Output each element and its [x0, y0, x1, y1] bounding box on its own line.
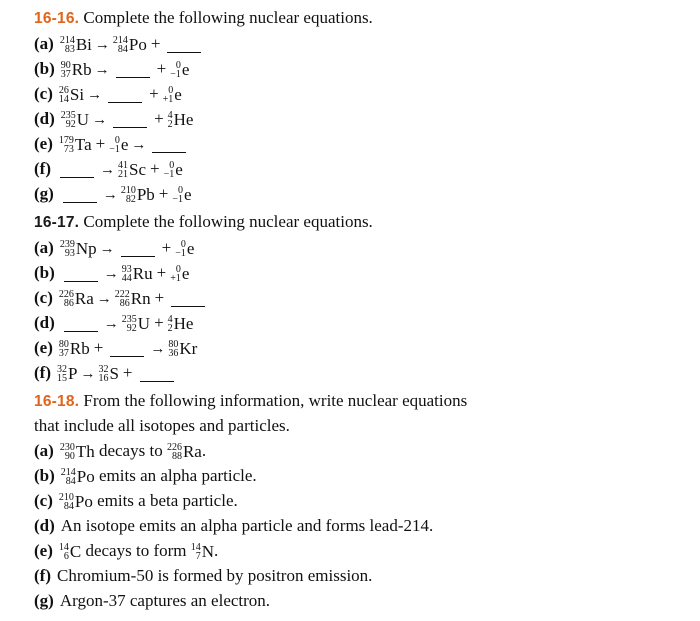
reaction-arrow-icon: → [103, 266, 119, 282]
nuclide-indices [191, 543, 201, 561]
plus-operator: + [93, 338, 104, 357]
answer-blank [152, 138, 186, 153]
equation-line [34, 335, 674, 360]
statement-text: Chromium-50 is formed by positron emission. [56, 566, 373, 585]
mass-number: 4 [167, 314, 173, 326]
item-label: (d) [34, 109, 55, 128]
atomic-number: 37 [58, 348, 69, 360]
element-symbol: e [120, 135, 129, 155]
atomic-number: 73 [63, 144, 74, 156]
atomic-number: 88 [171, 451, 182, 463]
nuclide-indices [121, 186, 136, 204]
plus-operator: + [122, 363, 133, 382]
nuclide-symbol [59, 542, 81, 562]
atomic-number: 83 [64, 44, 75, 56]
reaction-arrow-icon: → [99, 162, 115, 178]
mass-number: 80 [58, 339, 69, 351]
answer-blank [64, 267, 98, 282]
statement-text: . [214, 541, 219, 560]
problem-heading [34, 389, 474, 438]
item-label: (g) [34, 184, 54, 203]
mass-number: 0 [180, 239, 186, 251]
nuclide-indices [59, 340, 69, 358]
plus-operator: + [149, 159, 160, 178]
nuclide-indices [118, 161, 128, 179]
nuclide-symbol [59, 289, 94, 309]
atomic-number: 84 [63, 501, 74, 513]
nuclide-indices [60, 240, 75, 258]
item-label: (c) [34, 84, 53, 103]
plus-operator: + [154, 313, 164, 332]
mass-number: 235 [121, 314, 137, 326]
reaction-arrow-icon: → [99, 241, 115, 257]
atomic-number: 14 [58, 94, 69, 106]
statement-text: emits a beta particle. [92, 491, 238, 510]
atomic-number: 16 [98, 373, 109, 385]
element-symbol: e [184, 185, 192, 205]
element-symbol: C [69, 542, 82, 562]
element-symbol: Ra [182, 442, 202, 462]
element-symbol: Po [76, 467, 95, 487]
mass-number: 93 [121, 264, 132, 276]
answer-blank [167, 38, 201, 53]
element-symbol: He [173, 314, 194, 334]
mass-number: 0 [168, 85, 174, 97]
element-symbol: e [181, 60, 190, 80]
element-symbol: U [137, 314, 151, 334]
mass-number: 235 [60, 110, 76, 122]
nuclide-symbol [60, 239, 97, 259]
atomic-number: +1 [170, 273, 181, 285]
nuclide-indices [61, 111, 76, 129]
equation-line [34, 438, 674, 463]
mass-number: 26 [58, 85, 69, 97]
item-label: (d) [34, 516, 55, 535]
element-symbol: S [109, 364, 119, 384]
statement-text: decays to [94, 441, 167, 460]
equation-line [34, 156, 674, 181]
nuclide-indices [170, 265, 181, 283]
problem-heading [34, 6, 674, 31]
equation-line [34, 463, 674, 488]
item-label: (a) [34, 238, 54, 257]
atomic-number: −1 [109, 144, 120, 156]
equation-line [34, 488, 674, 513]
nuclide-indices [168, 340, 178, 358]
reaction-arrow-icon: → [96, 291, 112, 307]
atomic-number: −1 [172, 194, 184, 206]
plus-operator: + [154, 288, 165, 307]
mass-number: 0 [175, 60, 181, 72]
equation-line [34, 56, 674, 81]
reaction-arrow-icon: → [92, 112, 108, 128]
nuclide-symbol [109, 135, 128, 155]
nuclide-indices [167, 443, 182, 461]
atomic-number: 37 [60, 69, 71, 81]
nuclide-symbol [168, 110, 194, 130]
equation-line [34, 563, 674, 588]
statement-list [34, 438, 674, 613]
nuclide-indices [61, 468, 76, 486]
reaction-arrow-icon: → [80, 366, 96, 382]
nuclide-symbol [168, 314, 194, 334]
atomic-number: 2 [167, 323, 173, 335]
atomic-number: 86 [119, 298, 130, 310]
atomic-number: 36 [168, 348, 179, 360]
nuclide-indices [170, 61, 181, 79]
atomic-number: 86 [63, 298, 74, 310]
mass-number: 90 [60, 60, 71, 72]
element-symbol: e [186, 239, 195, 259]
statement-text: An isotope emits an alpha particle and forms lead-214. [60, 516, 434, 535]
nuclide-indices [168, 315, 173, 333]
answer-blank [60, 163, 94, 178]
atomic-number: 82 [125, 194, 136, 206]
problem-16-17 [34, 210, 674, 385]
nuclide-indices [109, 136, 120, 154]
answer-blank [116, 63, 150, 78]
nuclide-symbol [164, 160, 183, 180]
nuclide-symbol [170, 264, 189, 284]
mass-number: 210 [58, 492, 74, 504]
answer-blank [63, 188, 97, 203]
reaction-arrow-icon: → [94, 37, 110, 53]
reaction-arrow-icon: → [103, 316, 119, 332]
mass-number: 226 [166, 442, 182, 454]
answer-blank [140, 367, 174, 382]
nuclide-symbol [168, 339, 197, 359]
atomic-number: 84 [117, 44, 128, 56]
element-symbol: e [181, 264, 190, 284]
atomic-number: 6 [63, 551, 69, 563]
element-symbol: Sc [128, 160, 146, 180]
item-label: (b) [34, 466, 55, 485]
nuclide-indices [98, 365, 108, 383]
element-symbol: Rb [71, 60, 92, 80]
mass-number: 214 [60, 467, 76, 479]
item-label: (f) [34, 363, 51, 382]
item-label: (e) [34, 541, 53, 560]
item-label: (a) [34, 441, 54, 460]
element-symbol: Ru [132, 264, 153, 284]
nuclide-symbol [98, 364, 118, 384]
atomic-number: −1 [175, 248, 186, 260]
element-symbol: Po [128, 35, 147, 55]
reaction-arrow-icon: → [131, 137, 147, 153]
element-symbol: e [174, 85, 182, 105]
mass-number: 0 [169, 160, 175, 172]
mass-number: 14 [58, 542, 69, 554]
atomic-number: 15 [56, 373, 67, 385]
nuclide-indices [59, 543, 69, 561]
mass-number: 226 [58, 289, 74, 301]
mass-number: 80 [168, 339, 179, 351]
mass-number: 0 [114, 135, 120, 147]
equation-line [34, 538, 674, 563]
reaction-arrow-icon: → [102, 187, 118, 203]
nuclide-symbol [59, 85, 84, 105]
equation-line [34, 81, 674, 106]
nuclide-indices [168, 111, 173, 129]
atomic-number: 84 [65, 476, 76, 488]
plus-operator: + [156, 263, 167, 282]
nuclide-indices [163, 86, 174, 104]
element-symbol: Po [74, 492, 93, 512]
equation-line [34, 310, 674, 335]
equation-line [34, 260, 674, 285]
element-symbol: P [67, 364, 78, 384]
element-symbol: He [173, 110, 194, 130]
atomic-number: 44 [121, 273, 132, 285]
item-label: (d) [34, 313, 55, 332]
mass-number: 41 [117, 160, 128, 172]
nuclide-symbol [115, 289, 151, 309]
nuclide-indices [59, 290, 74, 308]
plus-operator: + [150, 34, 161, 53]
element-symbol: Rn [130, 289, 151, 309]
nuclide-indices [57, 365, 67, 383]
nuclide-symbol [60, 35, 92, 55]
equation-line [34, 513, 674, 538]
nuclide-symbol [59, 135, 92, 155]
problem-number: 16-16. [34, 10, 80, 27]
plus-operator: + [156, 59, 167, 78]
plus-operator: + [95, 134, 106, 153]
nuclide-symbol [175, 239, 194, 259]
problem-page [34, 6, 674, 613]
problem-heading [34, 210, 674, 235]
mass-number: 32 [56, 364, 67, 376]
equation-line [34, 360, 674, 385]
nuclide-indices [115, 290, 130, 308]
nuclide-symbol [61, 110, 89, 130]
nuclide-symbol [191, 542, 214, 562]
plus-operator: + [149, 84, 159, 103]
atomic-number: 7 [195, 551, 201, 563]
item-label: (c) [34, 288, 53, 307]
problem-number: 16-17. [34, 214, 80, 231]
nuclide-symbol [60, 442, 95, 462]
equation-list [34, 31, 674, 206]
nuclide-symbol [122, 264, 153, 284]
atomic-number: −1 [170, 69, 181, 81]
atomic-number: +1 [162, 94, 174, 106]
nuclide-indices [59, 136, 74, 154]
element-symbol: Np [75, 239, 97, 259]
mass-number: 214 [112, 35, 128, 47]
nuclide-indices [122, 315, 137, 333]
nuclide-indices [164, 161, 175, 179]
item-label: (f) [34, 566, 51, 585]
nuclide-indices [172, 186, 183, 204]
nuclide-symbol [59, 492, 93, 512]
item-label: (g) [34, 591, 54, 610]
nuclide-symbol [163, 85, 182, 105]
atomic-number: 93 [64, 248, 75, 260]
nuclide-symbol [118, 160, 146, 180]
element-symbol: Ra [74, 289, 94, 309]
nuclide-symbol [113, 35, 147, 55]
element-symbol: e [175, 160, 183, 180]
reaction-arrow-icon: → [150, 341, 166, 357]
mass-number: 14 [190, 542, 201, 554]
answer-blank [113, 113, 147, 128]
element-symbol: Rb [69, 339, 90, 359]
element-symbol: N [201, 542, 215, 562]
nuclide-symbol [61, 467, 95, 487]
item-label: (f) [34, 159, 51, 178]
problem-16-16 [34, 6, 674, 206]
equation-line [34, 285, 674, 310]
equation-line [34, 106, 674, 131]
atomic-number: −1 [163, 169, 175, 181]
nuclide-symbol [61, 60, 92, 80]
equation-line [34, 131, 674, 156]
nuclide-symbol [167, 442, 202, 462]
equation-line [34, 31, 674, 56]
item-label: (e) [34, 134, 53, 153]
item-label: (a) [34, 34, 54, 53]
mass-number: 179 [58, 135, 74, 147]
nuclide-symbol [57, 364, 77, 384]
element-symbol: Kr [179, 339, 198, 359]
problem-number: 16-18. [34, 393, 80, 410]
statement-text: Argon-37 captures an electron. [59, 591, 271, 610]
problem-16-18 [34, 389, 674, 613]
problem-instruction: From the following information, write nuclear equations that include all isotopes and particles. [34, 391, 468, 435]
mass-number: 239 [59, 239, 75, 251]
answer-blank [64, 317, 98, 332]
nuclide-indices [60, 443, 75, 461]
item-label: (b) [34, 263, 55, 282]
problem-instruction: Complete the following nuclear equations. [83, 8, 373, 27]
element-symbol: Pb [136, 185, 155, 205]
nuclide-indices [59, 493, 74, 511]
mass-number: 214 [59, 35, 75, 47]
mass-number: 4 [167, 110, 173, 122]
statement-text: . [201, 441, 207, 460]
nuclide-symbol [170, 60, 189, 80]
atomic-number: 92 [65, 119, 76, 131]
reaction-arrow-icon: → [87, 87, 103, 103]
equation-line [34, 235, 674, 260]
nuclide-indices [113, 36, 128, 54]
answer-blank [110, 342, 144, 357]
equation-line [34, 181, 674, 206]
nuclide-symbol [172, 185, 191, 205]
atomic-number: 92 [126, 323, 137, 335]
atomic-number: 2 [167, 119, 173, 131]
mass-number: 210 [120, 185, 136, 197]
mass-number: 32 [98, 364, 109, 376]
nuclide-symbol [121, 185, 155, 205]
answer-blank [171, 292, 205, 307]
nuclide-indices [59, 86, 69, 104]
nuclide-indices [60, 36, 75, 54]
equation-line [34, 588, 674, 613]
reaction-arrow-icon: → [94, 62, 110, 78]
nuclide-indices [175, 240, 186, 258]
mass-number: 0 [175, 264, 181, 276]
answer-blank [108, 88, 142, 103]
element-symbol: Th [75, 442, 95, 462]
atomic-number: 21 [117, 169, 128, 181]
item-label: (c) [34, 491, 53, 510]
element-symbol: Si [69, 85, 85, 105]
nuclide-symbol [122, 314, 150, 334]
mass-number: 0 [178, 185, 184, 197]
problem-instruction: Complete the following nuclear equations. [83, 212, 373, 231]
nuclide-indices [122, 265, 132, 283]
statement-text: emits an alpha particle. [94, 466, 257, 485]
mass-number: 222 [114, 289, 130, 301]
plus-operator: + [158, 184, 169, 203]
mass-number: 230 [59, 442, 75, 454]
element-symbol: U [76, 110, 90, 130]
statement-text: decays to form [81, 541, 191, 560]
plus-operator: + [154, 109, 164, 128]
nuclide-symbol [59, 339, 90, 359]
element-symbol: Bi [75, 35, 92, 55]
atomic-number: 90 [64, 451, 75, 463]
nuclide-indices [61, 61, 71, 79]
element-symbol: Ta [74, 135, 92, 155]
item-label: (b) [34, 59, 55, 78]
plus-operator: + [161, 238, 172, 257]
equation-list [34, 235, 674, 385]
item-label: (e) [34, 338, 53, 357]
answer-blank [121, 242, 155, 257]
